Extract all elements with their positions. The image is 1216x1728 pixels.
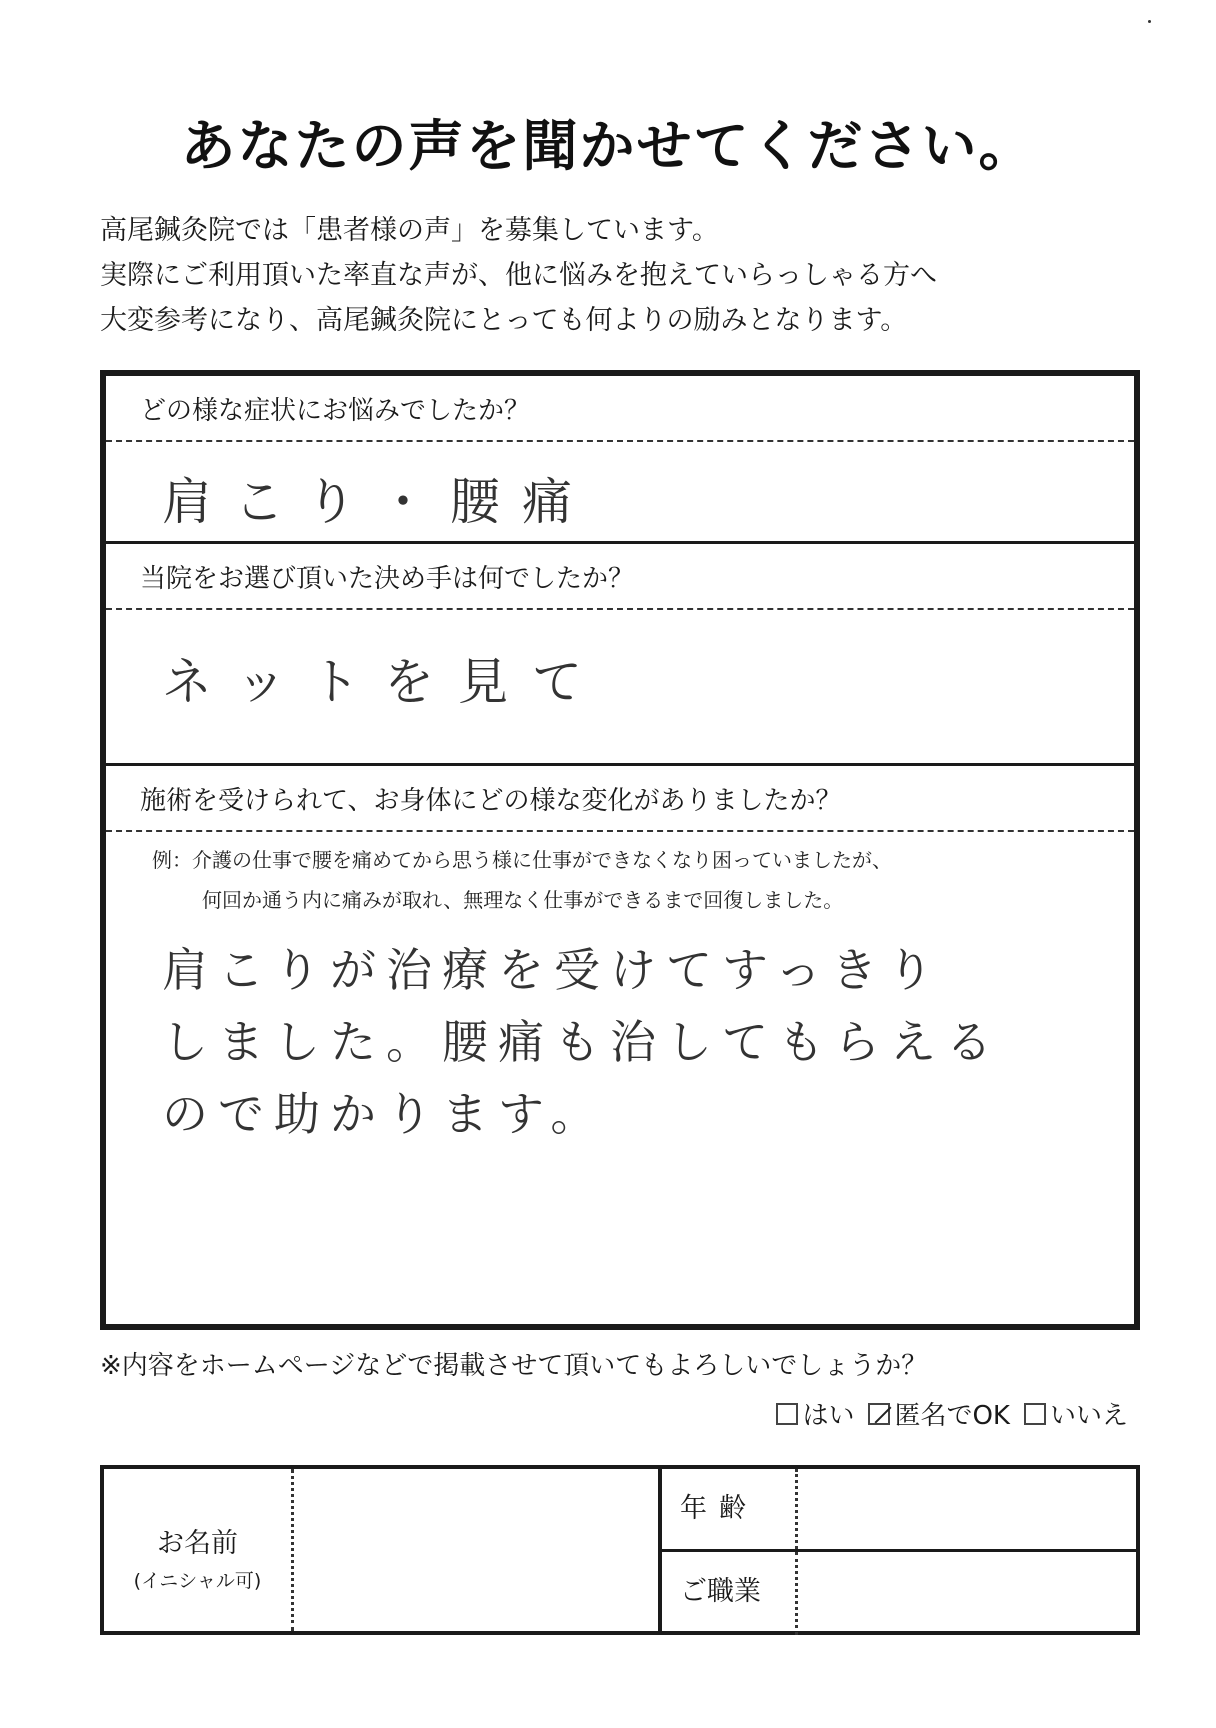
question-symptoms <box>106 376 1134 541</box>
answer-line: ので助かります。 <box>162 1087 607 1141</box>
option-label: 匿名でOK <box>894 1401 1010 1431</box>
handwritten-answer[interactable]: ネットを見て <box>162 653 606 711</box>
question-label: 当院をお選び頂いた決め手は何でしたか？ <box>106 544 1134 610</box>
example-line: 何回か通う内に痛みが取れ、無理なく仕事ができるまで回復しました。 <box>202 888 844 912</box>
name-sub-label: (イニシャル可) <box>133 1570 262 1592</box>
example-text <box>106 840 1134 920</box>
option-label: いいえ <box>1049 1401 1128 1431</box>
option-label: はい <box>802 1401 855 1431</box>
intro-line: 大変参考になり、高尾鍼灸院にとっても何よりの励みとなります。 <box>100 305 908 336</box>
handwritten-answer[interactable]: 肩こり・腰痛 <box>162 473 594 531</box>
intro-line: 実際にご利用頂いた率直な声が、他に悩みを抱えていらっしゃる方へ <box>100 260 937 291</box>
age-row <box>662 1469 1136 1552</box>
name-label-cell <box>104 1469 294 1631</box>
answer-line: しました。腰痛も治してもらえる <box>162 1015 1002 1069</box>
job-field[interactable] <box>798 1552 1136 1635</box>
age-label: 年齢 <box>662 1469 798 1549</box>
name-label: お名前 <box>157 1528 238 1559</box>
question-changes <box>106 763 1134 1324</box>
scan-speck <box>1148 20 1151 23</box>
job-label: ご職業 <box>662 1552 798 1635</box>
question-label: 施術を受けられて、お身体にどの様な変化がありましたか？ <box>106 766 1134 832</box>
name-field[interactable] <box>294 1469 662 1631</box>
question-reason <box>106 541 1134 763</box>
page-title: あなたの声を聞かせてください。 <box>180 114 1036 178</box>
questionnaire-box <box>100 370 1140 1330</box>
age-field[interactable] <box>798 1469 1136 1549</box>
profile-table <box>100 1465 1140 1635</box>
consent-question: ※内容をホームページなどで掲載させて頂いてもよろしいでしょうか？ <box>100 1351 928 1381</box>
option-anonymous[interactable] <box>868 1395 1010 1432</box>
checkbox[interactable] <box>776 1403 798 1425</box>
intro-text <box>100 208 1120 343</box>
answer-line: 肩こりが治療を受けてすっきり <box>162 943 944 997</box>
intro-line: 高尾鍼灸院では「患者様の声」を募集しています。 <box>100 215 719 246</box>
job-row <box>662 1552 1136 1635</box>
option-no[interactable] <box>1024 1395 1128 1432</box>
question-label: どの様な症状にお悩みでしたか？ <box>106 376 1134 442</box>
consent-options <box>776 1395 1128 1432</box>
checkbox[interactable] <box>1024 1403 1046 1425</box>
handwritten-answer[interactable] <box>106 934 1134 1150</box>
option-yes[interactable] <box>776 1395 854 1432</box>
checkbox-checked[interactable] <box>868 1403 890 1425</box>
example-line: 例：介護の仕事で腰を痛めてから思う様に仕事ができなくなり困っていましたが、 <box>152 848 892 872</box>
